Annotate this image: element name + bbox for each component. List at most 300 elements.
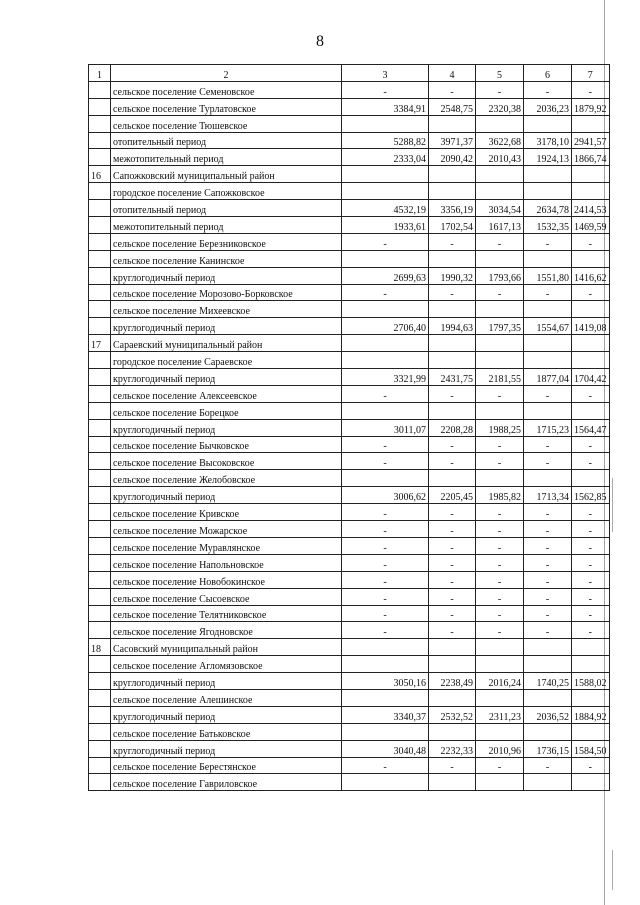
value-cell-col6: -	[524, 385, 572, 402]
value-cell-col3: -	[342, 571, 429, 588]
value-cell-col5: -	[476, 284, 524, 301]
value-cell-col3: 3040,48	[342, 740, 429, 757]
value-cell-col5: -	[476, 385, 524, 402]
value-cell-col3: 3340,37	[342, 706, 429, 723]
value-cell-col6: 1532,35	[524, 217, 572, 234]
value-cell-col5	[476, 689, 524, 706]
table-row	[89, 183, 610, 200]
value-cell-col6: 1551,80	[524, 267, 572, 284]
row-name-cell: сельское поселение Гавриловское	[111, 774, 342, 791]
table-row	[89, 98, 610, 115]
value-cell-col7	[572, 335, 610, 352]
value-cell-col5	[476, 656, 524, 673]
value-cell-col7	[572, 402, 610, 419]
row-number-cell: 17	[89, 335, 111, 352]
value-cell-col5	[476, 166, 524, 183]
value-cell-col4: -	[429, 521, 476, 538]
row-number-cell	[89, 656, 111, 673]
value-cell-col6: -	[524, 757, 572, 774]
value-cell-col7: 1588,02	[572, 673, 610, 690]
value-cell-col4	[429, 723, 476, 740]
value-cell-col5: -	[476, 757, 524, 774]
table-row	[89, 554, 610, 571]
value-cell-col4: -	[429, 233, 476, 250]
value-cell-col6: -	[524, 622, 572, 639]
value-cell-col3: -	[342, 81, 429, 98]
value-cell-col3: 3011,07	[342, 419, 429, 436]
value-cell-col4: -	[429, 537, 476, 554]
tariff-table-wrap	[88, 64, 610, 791]
value-cell-col3: -	[342, 233, 429, 250]
row-name-cell: межотопительный период	[111, 149, 342, 166]
value-cell-col4	[429, 689, 476, 706]
value-cell-col4: 2090,42	[429, 149, 476, 166]
row-number-cell	[89, 301, 111, 318]
row-number-cell	[89, 233, 111, 250]
row-number-cell	[89, 554, 111, 571]
value-cell-col3: -	[342, 537, 429, 554]
row-name-cell: сельское поселение Новобокинское	[111, 571, 342, 588]
table-row	[89, 757, 610, 774]
value-cell-col3: -	[342, 757, 429, 774]
value-cell-col4: 1994,63	[429, 318, 476, 335]
row-number-cell	[89, 740, 111, 757]
row-number-cell	[89, 673, 111, 690]
value-cell-col6: 2036,52	[524, 706, 572, 723]
row-name-cell: круглогодичный период	[111, 740, 342, 757]
value-cell-col7	[572, 774, 610, 791]
value-cell-col7: 1704,42	[572, 369, 610, 386]
table-row	[89, 369, 610, 386]
value-cell-col7: -	[572, 284, 610, 301]
value-cell-col6: 1554,67	[524, 318, 572, 335]
value-cell-col6: -	[524, 588, 572, 605]
column-header-2: 2	[111, 65, 342, 82]
value-cell-col7	[572, 689, 610, 706]
value-cell-col6: -	[524, 504, 572, 521]
value-cell-col6: -	[524, 436, 572, 453]
value-cell-col5: 3034,54	[476, 200, 524, 217]
value-cell-col7: 2941,57	[572, 132, 610, 149]
row-number-cell	[89, 183, 111, 200]
value-cell-col7: 1469,59	[572, 217, 610, 234]
value-cell-col5	[476, 774, 524, 791]
value-cell-col7: 1564,47	[572, 419, 610, 436]
row-name-cell: круглогодичный период	[111, 369, 342, 386]
value-cell-col7: -	[572, 385, 610, 402]
value-cell-col7: 1884,92	[572, 706, 610, 723]
value-cell-col6: 2036,23	[524, 98, 572, 115]
table-row	[89, 453, 610, 470]
value-cell-col5: -	[476, 571, 524, 588]
value-cell-col5: 2016,24	[476, 673, 524, 690]
value-cell-col4: -	[429, 622, 476, 639]
value-cell-col6: 1924,13	[524, 149, 572, 166]
value-cell-col5	[476, 115, 524, 132]
value-cell-col4: 3356,19	[429, 200, 476, 217]
value-cell-col6: -	[524, 453, 572, 470]
value-cell-col5: 1793,66	[476, 267, 524, 284]
value-cell-col6	[524, 402, 572, 419]
row-number-cell	[89, 605, 111, 622]
value-cell-col5	[476, 301, 524, 318]
value-cell-col7: -	[572, 436, 610, 453]
row-name-cell: сельское поселение Телятниковское	[111, 605, 342, 622]
row-name-cell: сельское поселение Турлатовское	[111, 98, 342, 115]
column-header-6: 6	[524, 65, 572, 82]
row-name-cell: Сараевский муниципальный район	[111, 335, 342, 352]
table-row	[89, 504, 610, 521]
row-name-cell: сельское поселение Батьковское	[111, 723, 342, 740]
value-cell-col6	[524, 183, 572, 200]
value-cell-col3	[342, 115, 429, 132]
table-row	[89, 352, 610, 369]
row-number-cell	[89, 419, 111, 436]
value-cell-col5: 2010,43	[476, 149, 524, 166]
value-cell-col7: 1562,85	[572, 487, 610, 504]
row-number-cell: 16	[89, 166, 111, 183]
row-name-cell: сельское поселение Агломязовское	[111, 656, 342, 673]
value-cell-col6: -	[524, 81, 572, 98]
row-name-cell: межотопительный период	[111, 217, 342, 234]
value-cell-col5	[476, 335, 524, 352]
row-number-cell	[89, 537, 111, 554]
value-cell-col3	[342, 470, 429, 487]
row-name-cell: сельское поселение Борецкое	[111, 402, 342, 419]
value-cell-col4	[429, 183, 476, 200]
scan-edge-mark	[612, 478, 613, 532]
row-name-cell: сельское поселение Ягодновское	[111, 622, 342, 639]
table-row	[89, 571, 610, 588]
row-number-cell	[89, 250, 111, 267]
row-name-cell: городское поселение Сараевское	[111, 352, 342, 369]
row-name-cell: круглогодичный период	[111, 673, 342, 690]
row-number-cell	[89, 369, 111, 386]
value-cell-col4: -	[429, 554, 476, 571]
value-cell-col6: -	[524, 554, 572, 571]
value-cell-col7: 1419,08	[572, 318, 610, 335]
row-number-cell	[89, 115, 111, 132]
value-cell-col4: 2548,75	[429, 98, 476, 115]
row-name-cell: сельское поселение Бычковское	[111, 436, 342, 453]
value-cell-col3	[342, 183, 429, 200]
value-cell-col5	[476, 352, 524, 369]
row-number-cell	[89, 521, 111, 538]
value-cell-col3: -	[342, 504, 429, 521]
row-number-cell	[89, 81, 111, 98]
value-cell-col4: -	[429, 588, 476, 605]
row-number-cell	[89, 487, 111, 504]
table-row	[89, 436, 610, 453]
value-cell-col5: -	[476, 622, 524, 639]
value-cell-col7: 1879,92	[572, 98, 610, 115]
value-cell-col7: -	[572, 554, 610, 571]
value-cell-col4	[429, 774, 476, 791]
row-number-cell	[89, 453, 111, 470]
value-cell-col7	[572, 183, 610, 200]
row-name-cell: круглогодичный период	[111, 318, 342, 335]
value-cell-col7	[572, 115, 610, 132]
value-cell-col5	[476, 470, 524, 487]
value-cell-col6	[524, 689, 572, 706]
value-cell-col6	[524, 301, 572, 318]
value-cell-col4	[429, 166, 476, 183]
row-name-cell: отопительный период	[111, 132, 342, 149]
row-name-cell: сельское поселение Михеевское	[111, 301, 342, 318]
value-cell-col6: 1715,23	[524, 419, 572, 436]
value-cell-col7	[572, 656, 610, 673]
value-cell-col5: -	[476, 588, 524, 605]
table-row	[89, 267, 610, 284]
value-cell-col5: -	[476, 436, 524, 453]
value-cell-col4	[429, 639, 476, 656]
value-cell-col5	[476, 723, 524, 740]
value-cell-col3	[342, 250, 429, 267]
value-cell-col5	[476, 402, 524, 419]
table-row	[89, 673, 610, 690]
table-row	[89, 284, 610, 301]
column-header-7: 7	[572, 65, 610, 82]
row-name-cell: круглогодичный период	[111, 267, 342, 284]
value-cell-col7: -	[572, 453, 610, 470]
value-cell-col5: -	[476, 521, 524, 538]
value-cell-col7: 2414,53	[572, 200, 610, 217]
row-number-cell: 18	[89, 639, 111, 656]
row-name-cell: Сасовский муниципальный район	[111, 639, 342, 656]
table-row	[89, 605, 610, 622]
row-name-cell: круглогодичный период	[111, 706, 342, 723]
row-name-cell: Сапожковский муниципальный район	[111, 166, 342, 183]
row-number-cell	[89, 588, 111, 605]
value-cell-col4	[429, 250, 476, 267]
value-cell-col6: -	[524, 233, 572, 250]
value-cell-col3: -	[342, 436, 429, 453]
value-cell-col5: -	[476, 453, 524, 470]
value-cell-col3: 3321,99	[342, 369, 429, 386]
row-number-cell	[89, 706, 111, 723]
row-number-cell	[89, 267, 111, 284]
value-cell-col3: -	[342, 521, 429, 538]
row-name-cell: сельское поселение Сысоевское	[111, 588, 342, 605]
value-cell-col6	[524, 723, 572, 740]
value-cell-col6: 2634,78	[524, 200, 572, 217]
value-cell-col5: -	[476, 233, 524, 250]
row-name-cell: сельское поселение Тюшевское	[111, 115, 342, 132]
value-cell-col7	[572, 639, 610, 656]
value-cell-col3	[342, 689, 429, 706]
column-header-5: 5	[476, 65, 524, 82]
value-cell-col5: 1985,82	[476, 487, 524, 504]
table-row	[89, 217, 610, 234]
value-cell-col3	[342, 166, 429, 183]
row-name-cell: сельское поселение Напольновское	[111, 554, 342, 571]
table-row	[89, 487, 610, 504]
value-cell-col4: 2238,49	[429, 673, 476, 690]
value-cell-col4	[429, 301, 476, 318]
value-cell-col6: -	[524, 605, 572, 622]
row-number-cell	[89, 149, 111, 166]
value-cell-col3: 3384,91	[342, 98, 429, 115]
column-header-3: 3	[342, 65, 429, 82]
row-name-cell: круглогодичный период	[111, 419, 342, 436]
value-cell-col4: -	[429, 81, 476, 98]
value-cell-col7	[572, 301, 610, 318]
value-cell-col4	[429, 656, 476, 673]
value-cell-col4	[429, 115, 476, 132]
value-cell-col6	[524, 352, 572, 369]
value-cell-col3: 3050,16	[342, 673, 429, 690]
value-cell-col3: 2333,04	[342, 149, 429, 166]
row-name-cell: круглогодичный период	[111, 487, 342, 504]
value-cell-col6	[524, 115, 572, 132]
value-cell-col5: 2010,96	[476, 740, 524, 757]
value-cell-col3	[342, 774, 429, 791]
value-cell-col7: -	[572, 588, 610, 605]
value-cell-col6: -	[524, 284, 572, 301]
value-cell-col3: -	[342, 284, 429, 301]
value-cell-col3	[342, 639, 429, 656]
value-cell-col7	[572, 250, 610, 267]
row-name-cell: сельское поселение Муравлянское	[111, 537, 342, 554]
value-cell-col6	[524, 250, 572, 267]
row-number-cell	[89, 622, 111, 639]
table-row	[89, 81, 610, 98]
value-cell-col7: -	[572, 757, 610, 774]
value-cell-col4: -	[429, 453, 476, 470]
value-cell-col6: -	[524, 521, 572, 538]
row-number-cell	[89, 284, 111, 301]
value-cell-col6: 3178,10	[524, 132, 572, 149]
value-cell-col4	[429, 335, 476, 352]
row-number-cell	[89, 98, 111, 115]
row-name-cell: сельское поселение Алексеевское	[111, 385, 342, 402]
tariff-table	[88, 64, 610, 791]
page-number: 8	[316, 33, 324, 50]
value-cell-col6: -	[524, 537, 572, 554]
value-cell-col7	[572, 470, 610, 487]
value-cell-col7: 1584,50	[572, 740, 610, 757]
value-cell-col4	[429, 402, 476, 419]
value-cell-col7	[572, 723, 610, 740]
row-number-cell	[89, 385, 111, 402]
row-name-cell: отопительный период	[111, 200, 342, 217]
row-name-cell: сельское поселение Семеновское	[111, 81, 342, 98]
row-number-cell	[89, 723, 111, 740]
row-number-cell	[89, 571, 111, 588]
value-cell-col3: -	[342, 622, 429, 639]
value-cell-col6	[524, 639, 572, 656]
table-row	[89, 689, 610, 706]
value-cell-col3	[342, 352, 429, 369]
column-header-4: 4	[429, 65, 476, 82]
row-name-cell: сельское поселение Берестянское	[111, 757, 342, 774]
value-cell-col3: -	[342, 385, 429, 402]
table-row	[89, 537, 610, 554]
table-row	[89, 335, 610, 352]
row-number-cell	[89, 352, 111, 369]
value-cell-col3: -	[342, 605, 429, 622]
table-row	[89, 588, 610, 605]
row-number-cell	[89, 318, 111, 335]
row-name-cell: сельское поселение Кривское	[111, 504, 342, 521]
value-cell-col4: -	[429, 757, 476, 774]
value-cell-col4: 1990,32	[429, 267, 476, 284]
table-row	[89, 385, 610, 402]
value-cell-col7: -	[572, 537, 610, 554]
row-name-cell: сельское поселение Высоковское	[111, 453, 342, 470]
value-cell-col5: 1797,35	[476, 318, 524, 335]
table-row	[89, 200, 610, 217]
row-number-cell	[89, 689, 111, 706]
value-cell-col5: 2320,38	[476, 98, 524, 115]
value-cell-col7: -	[572, 571, 610, 588]
row-name-cell: сельское поселение Морозово-Борковское	[111, 284, 342, 301]
value-cell-col3: 3006,62	[342, 487, 429, 504]
value-cell-col4: 2208,28	[429, 419, 476, 436]
table-row	[89, 470, 610, 487]
row-name-cell: сельское поселение Можарское	[111, 521, 342, 538]
value-cell-col7: -	[572, 605, 610, 622]
row-number-cell	[89, 217, 111, 234]
row-name-cell: сельское поселение Березниковское	[111, 233, 342, 250]
row-name-cell: городское поселение Сапожковское	[111, 183, 342, 200]
table-row	[89, 250, 610, 267]
value-cell-col4: -	[429, 571, 476, 588]
value-cell-col3: 2706,40	[342, 318, 429, 335]
value-cell-col5: -	[476, 537, 524, 554]
value-cell-col6: -	[524, 571, 572, 588]
value-cell-col3: 1933,61	[342, 217, 429, 234]
table-header-row	[89, 65, 610, 82]
value-cell-col3	[342, 402, 429, 419]
value-cell-col7: -	[572, 622, 610, 639]
row-name-cell: сельское поселение Канинское	[111, 250, 342, 267]
value-cell-col5: -	[476, 504, 524, 521]
value-cell-col7: -	[572, 504, 610, 521]
table-row	[89, 723, 610, 740]
value-cell-col5	[476, 639, 524, 656]
value-cell-col3	[342, 335, 429, 352]
value-cell-col4: -	[429, 284, 476, 301]
value-cell-col5: -	[476, 554, 524, 571]
value-cell-col3	[342, 301, 429, 318]
value-cell-col6: 1736,15	[524, 740, 572, 757]
table-row	[89, 622, 610, 639]
value-cell-col6	[524, 774, 572, 791]
table-row	[89, 318, 610, 335]
value-cell-col4: 1702,54	[429, 217, 476, 234]
value-cell-col6	[524, 470, 572, 487]
value-cell-col5: -	[476, 605, 524, 622]
table-row	[89, 301, 610, 318]
value-cell-col5: 2311,23	[476, 706, 524, 723]
row-number-cell	[89, 132, 111, 149]
value-cell-col7: 1866,74	[572, 149, 610, 166]
table-row	[89, 419, 610, 436]
table-row	[89, 233, 610, 250]
value-cell-col7	[572, 352, 610, 369]
table-row	[89, 521, 610, 538]
value-cell-col7: -	[572, 81, 610, 98]
value-cell-col3: -	[342, 554, 429, 571]
value-cell-col3: -	[342, 453, 429, 470]
value-cell-col3: -	[342, 588, 429, 605]
row-number-cell	[89, 200, 111, 217]
row-name-cell: сельское поселение Желобовское	[111, 470, 342, 487]
row-number-cell	[89, 757, 111, 774]
value-cell-col6: 1740,25	[524, 673, 572, 690]
table-row	[89, 402, 610, 419]
